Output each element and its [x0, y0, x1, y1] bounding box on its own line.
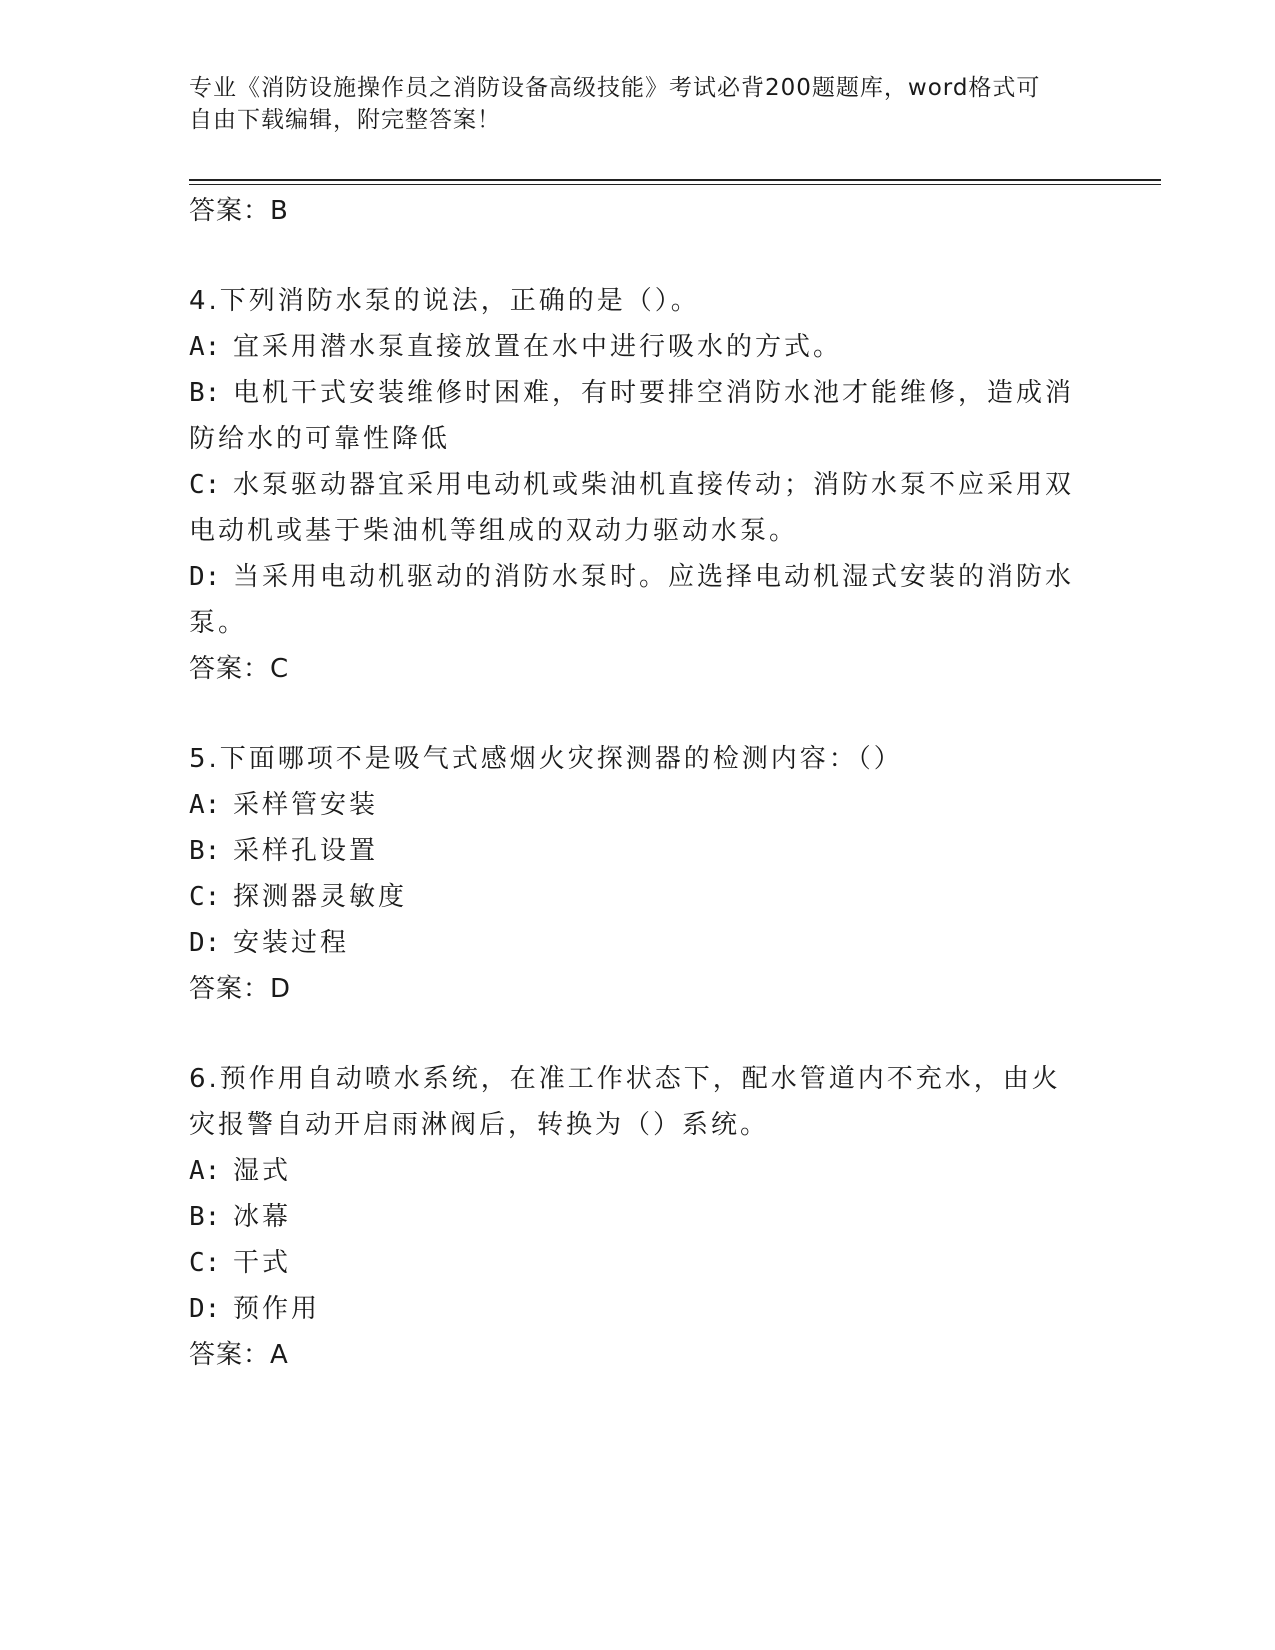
- option-b: [189, 828, 1089, 874]
- question-stem-continued: 灾报警自动开启雨淋阀后，转换为（）系统。: [189, 1110, 770, 1140]
- option-letter: C:: [189, 1248, 221, 1278]
- option-text-continued: 电动机或基于柴油机等组成的双动力驱动水泵。: [189, 516, 799, 546]
- option-text: 干式: [233, 1248, 292, 1278]
- answer-line: 答案：D: [189, 974, 292, 1004]
- option-d: [189, 920, 1089, 966]
- option-text: 宜采用潜水泵直接放置在水中进行吸水的方式。: [233, 332, 843, 362]
- option-letter: A:: [189, 332, 221, 362]
- header-line-2: 自由下载编辑，附完整答案！: [189, 107, 501, 133]
- option-d: [189, 1286, 1089, 1332]
- option-letter: D:: [189, 1294, 221, 1324]
- option-text: 预作用: [233, 1294, 321, 1324]
- option-letter: D:: [189, 928, 221, 958]
- option-a: [189, 782, 1089, 828]
- question-block: [189, 736, 1089, 1012]
- option-letter: B:: [189, 1202, 221, 1232]
- question-stem: 6.预作用自动喷水系统，在准工作状态下，配水管道内不充水，由火: [189, 1064, 1061, 1094]
- question-block: [189, 278, 1089, 692]
- option-text: 当采用电动机驱动的消防水泵时。应选择电动机湿式安装的消防水: [233, 562, 1075, 592]
- option-text: 采样孔设置: [233, 836, 379, 866]
- spacer: [189, 1012, 1089, 1056]
- option-text: 采样管安装: [233, 790, 379, 820]
- option-text: 安装过程: [233, 928, 350, 958]
- option-text: 探测器灵敏度: [233, 882, 408, 912]
- option-d: [189, 554, 1089, 646]
- option-text-continued: 泵。: [189, 608, 248, 638]
- option-letter: D:: [189, 562, 221, 592]
- spacer: [189, 692, 1089, 736]
- option-letter: A:: [189, 1156, 221, 1186]
- option-text: 水泵驱动器宜采用电动机或柴油机直接传动；消防水泵不应采用双: [233, 470, 1075, 500]
- answer-line: 答案：A: [189, 1340, 289, 1370]
- question-stem: 4.下列消防水泵的说法，正确的是（）。: [189, 286, 700, 316]
- question-list: [189, 188, 1089, 1378]
- question-stem: 5.下面哪项不是吸气式感烟火灾探测器的检测内容：（）: [189, 744, 903, 774]
- option-b: [189, 370, 1089, 462]
- question-block: [189, 1056, 1089, 1378]
- option-text: 冰幕: [233, 1202, 292, 1232]
- option-letter: B:: [189, 836, 221, 866]
- option-c: [189, 874, 1089, 920]
- spacer: [189, 234, 1089, 278]
- option-letter: A:: [189, 790, 221, 820]
- header-line-1: 专业《消防设施操作员之消防设备高级技能》考试必背200题题库，word格式可: [189, 75, 1041, 101]
- previous-answer: 答案：B: [189, 196, 289, 226]
- option-letter: B:: [189, 378, 221, 408]
- option-text: 电机干式安装维修时困难，有时要排空消防水池才能维修，造成消: [233, 378, 1075, 408]
- document-header: [189, 72, 1089, 136]
- option-text-continued: 防给水的可靠性降低: [189, 424, 451, 454]
- header-divider-thin: [189, 184, 1161, 185]
- option-a: [189, 1148, 1089, 1194]
- option-b: [189, 1194, 1089, 1240]
- answer-line: 答案：C: [189, 654, 290, 684]
- option-a: [189, 324, 1089, 370]
- option-c: [189, 1240, 1089, 1286]
- option-letter: C:: [189, 470, 221, 500]
- option-letter: C:: [189, 882, 221, 912]
- option-text: 湿式: [233, 1156, 292, 1186]
- header-divider-thick: [189, 179, 1161, 181]
- option-c: [189, 462, 1089, 554]
